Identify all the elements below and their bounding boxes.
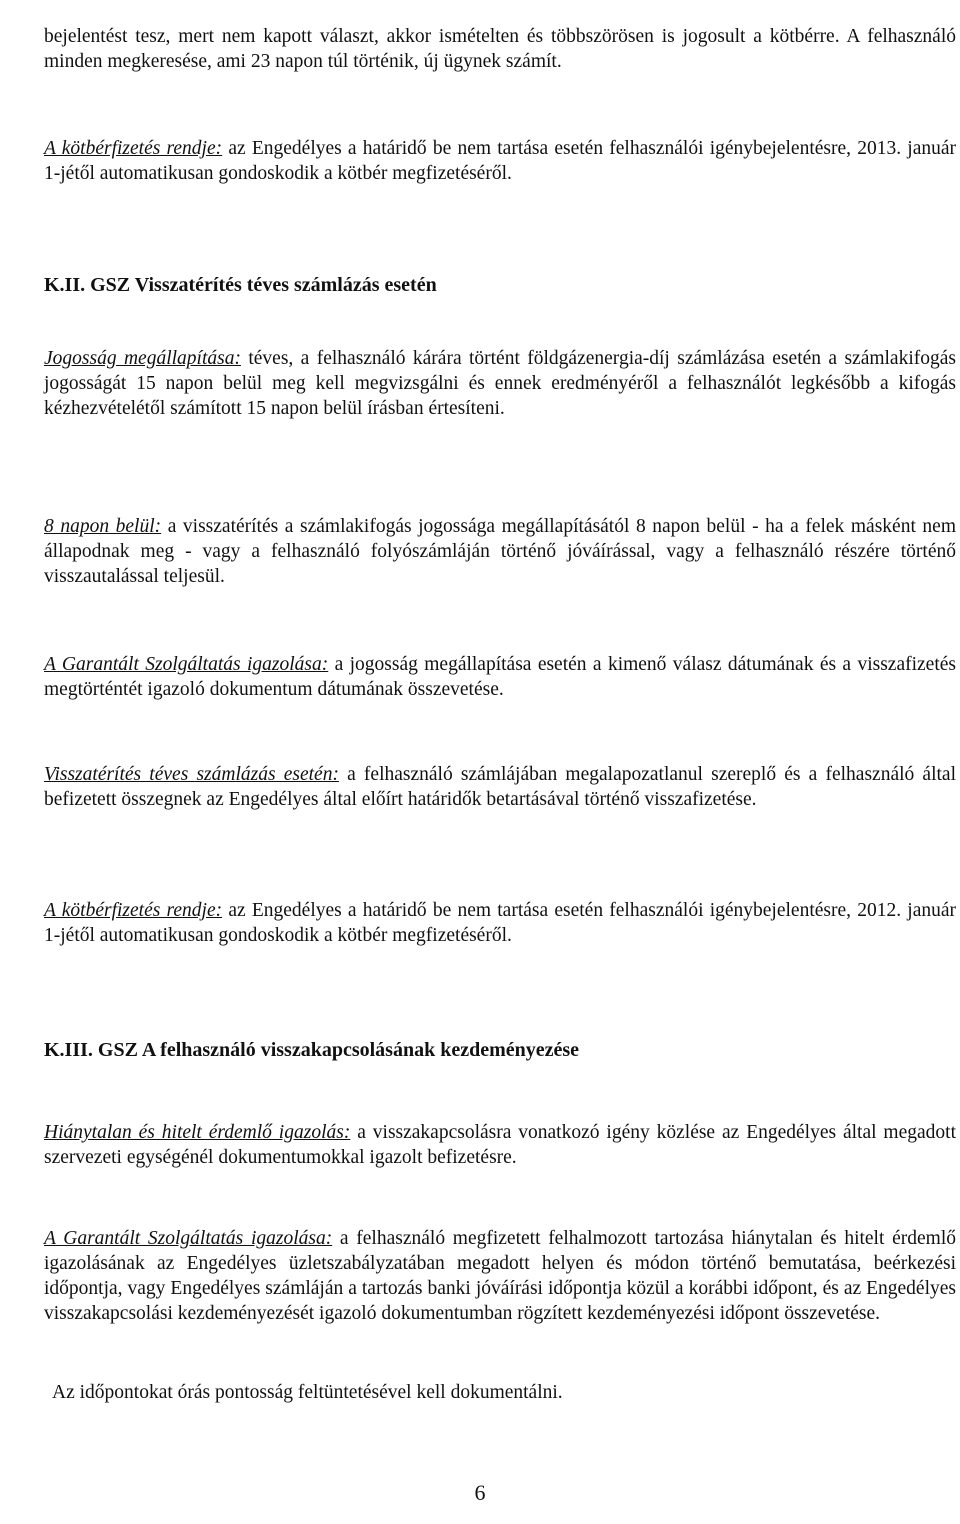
paragraph-text: a visszakapcsolásra vonatkozó igény közlése az Engedélyes által megadott szervezeti egységénél dokumentumokkal igazolt befizetésre. (44, 1122, 956, 1168)
paragraph-8-napon (44, 514, 956, 589)
paragraph-lead: A Garantált Szolgáltatás igazolása: (44, 654, 329, 675)
paragraph-text: téves, a felhasználó kárára történt földgázenergia-díj számlázása esetén a számlakifogás jogosságát 15 napon belül meg kell megvizsgálni és ennek eredményéről a felhasználót legkésőbb a kifogás kézhezvételétől számított 15 napon belül írásban értesíteni. (44, 348, 956, 419)
paragraph-gsz-igazolas-2 (44, 1226, 956, 1326)
paragraph-visszaterites (44, 762, 956, 812)
section-heading-k-iii (44, 1037, 944, 1063)
section-title: GSZ Visszatérítés téves számlázás esetén (90, 274, 437, 296)
paragraph-lead: Hiánytalan és hitelt érdemlő igazolás: (44, 1122, 351, 1143)
paragraph-lead: A Garantált Szolgáltatás igazolása: (44, 1228, 333, 1249)
paragraph-text: a visszatérítés a számlakifogás jogossága megállapításától 8 napon belül - ha a felek másként nem állapodnak meg - vagy a felhasználó folyószámláján történő jóváírással, vagy a felhasználó részére történő visszautalással teljesül. (44, 516, 956, 587)
paragraph-gsz-igazolas-1 (44, 652, 956, 702)
paragraph-text: az Engedélyes a határidő be nem tartása esetén felhasználói igénybejelentésre, 2012. január 1-jétől automatikusan gondoskodik a kötbér megfizetéséről. (44, 900, 957, 946)
paragraph-text: bejelentést tesz, mert nem kapott választ, akkor ismételten és többszörösen is jogosult a kötbérre. A felhasználó minden megkeresése, ami 23 napon túl történik, új ügynek számít. (44, 26, 956, 72)
paragraph-kotber-2012 (44, 898, 956, 948)
paragraph-lead: A kötbérfizetés rendje: (44, 138, 223, 159)
section-title: GSZ A felhasználó visszakapcsolásának kezdeményezése (97, 1039, 580, 1061)
paragraph-idopontok (52, 1380, 960, 1405)
section-heading-k-ii (44, 272, 944, 298)
paragraph-text: Az időpontokat órás pontosság feltüntetésével kell dokumentálni. (52, 1382, 563, 1403)
paragraph-text: a felhasználó számlájában megalapozatlanul szereplő és a felhasználó által befizetett összegnek az Engedélyes által előírt határidők betartásával történő visszafizetése. (44, 764, 956, 810)
paragraph-jogossag (44, 346, 956, 421)
paragraph-text: a jogosság megállapítása esetén a kimenő válasz dátumának és a visszafizetés megtörténtét igazoló dokumentum dátumának összevetése. (44, 654, 957, 700)
paragraph-continuation (44, 24, 956, 74)
paragraph-lead: Visszatérítés téves számlázás esetén: (44, 764, 339, 785)
section-code: K.II. (44, 274, 86, 296)
paragraph-kotber-2013 (44, 136, 956, 186)
paragraph-lead: 8 napon belül: (44, 516, 162, 537)
paragraph-text: a felhasználó megfizetett felhalmozott tartozása hiánytalan és hitelt érdemlő igazolásának az Engedélyes üzletszabályzatában megadott helyen és módon történő bemutatása, beérkezési időpontja, vagy Engedélyes számláján a tartozás banki jóváírási időpontja közül a korábbi időpont, és az Engedélyes visszakapcsolási kezdeményezését igazoló dokumentumban rögzített kezdeményezési időpont összevetése. (44, 1228, 956, 1324)
paragraph-lead: Jogosság megállapítása: (44, 348, 241, 369)
page-number: 6 (474, 1480, 486, 1505)
paragraph-lead: A kötbérfizetés rendje: (44, 900, 223, 921)
paragraph-text: az Engedélyes a határidő be nem tartása esetén felhasználói igénybejelentésre, 2013. január 1-jétől automatikusan gondoskodik a kötbér megfizetéséről. (44, 138, 957, 184)
paragraph-hianytalan (44, 1120, 956, 1170)
section-code: K.III. (44, 1039, 93, 1061)
